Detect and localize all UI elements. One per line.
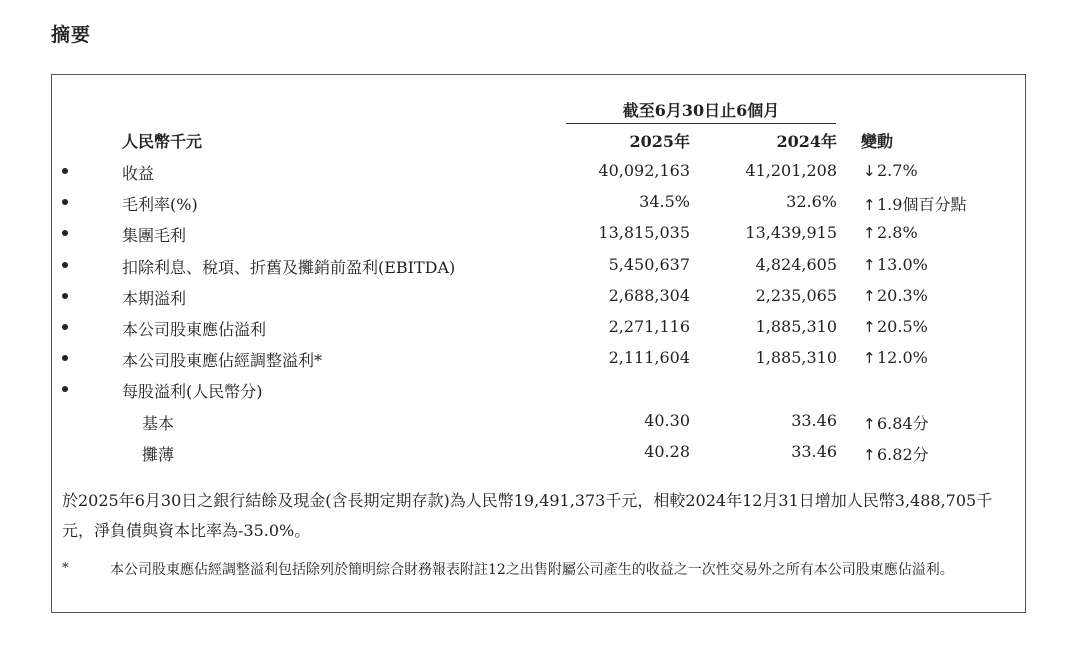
- value-2025: 2,688,304: [608, 285, 690, 305]
- arrow-up-icon: ↑: [863, 196, 876, 215]
- change-cell: [863, 192, 966, 215]
- value-2024: 1,885,310: [755, 348, 837, 368]
- arrow-down-icon: ↓: [863, 162, 876, 180]
- change-value: 6.82分: [877, 444, 929, 464]
- table-row: [0, 440, 1080, 464]
- value-2025: 2,271,116: [608, 317, 690, 336]
- change-value: 6.84分: [877, 413, 929, 433]
- change-cell: [863, 348, 928, 367]
- bullet-icon: [62, 168, 68, 174]
- unit-header: 人民幣千元: [122, 132, 203, 151]
- row-label: 本期溢利: [122, 288, 187, 308]
- section-title: 摘要: [51, 24, 92, 46]
- year-2024-header: 2024年: [776, 132, 837, 151]
- change-value: 1.9個百分點: [877, 195, 967, 215]
- table-row: [0, 315, 1080, 339]
- table-row: [0, 346, 1080, 370]
- bullet-icon: [62, 293, 68, 299]
- change-cell: [863, 255, 928, 274]
- bullet-icon: [62, 262, 68, 268]
- value-2025: 40.30: [644, 410, 690, 430]
- change-header: 變動: [861, 132, 894, 151]
- change-value: 20.5%: [877, 317, 928, 336]
- table-row: [0, 253, 1080, 277]
- row-label: 每股溢利(人民幣分): [122, 382, 263, 402]
- change-cell: [863, 286, 928, 305]
- bullet-icon: [62, 324, 68, 330]
- year-2025-header: 2025年: [629, 132, 690, 151]
- bullet-icon: [62, 199, 68, 205]
- value-2024: 4,824,605: [755, 254, 837, 274]
- table-row: [0, 159, 1080, 183]
- arrow-up-icon: ↑: [863, 224, 876, 243]
- value-2024: 32.6%: [786, 192, 837, 212]
- value-2024: 41,201,208: [745, 161, 837, 180]
- arrow-up-icon: ↑: [863, 255, 876, 274]
- row-label: 集團毛利: [122, 226, 187, 246]
- cash-balance-note: 於2025年6月30日之銀行結餘及現金(含長期定期存款)為人民幣19,491,373千元，相較2024年12月31日增加人民幣3,488,705千元，淨負債與資本比率為-35.0%。: [62, 491, 993, 540]
- table-row: [0, 190, 1080, 214]
- row-label: 基本: [142, 413, 175, 433]
- bullet-icon: [62, 386, 68, 392]
- change-value: 20.3%: [877, 285, 928, 305]
- bullet-icon: [62, 355, 68, 361]
- footnote-marker: *: [62, 561, 69, 576]
- value-2024: 33.46: [791, 441, 837, 461]
- change-value: 2.7%: [877, 161, 918, 180]
- row-label: 收益: [122, 164, 155, 183]
- change-value: 13.0%: [877, 254, 928, 274]
- value-2025: 5,450,637: [608, 254, 690, 274]
- change-cell: [863, 411, 929, 434]
- arrow-up-icon: ↑: [863, 286, 876, 305]
- table-row: [0, 377, 1080, 401]
- change-value: 2.8%: [877, 223, 918, 243]
- arrow-up-icon: ↑: [863, 414, 876, 433]
- value-2024: 13,439,915: [745, 223, 837, 243]
- period-underline: [566, 123, 836, 124]
- arrow-up-icon: ↑: [863, 318, 876, 336]
- value-2024: 1,885,310: [755, 317, 837, 336]
- change-cell: [863, 379, 877, 398]
- change-value: 12.0%: [877, 348, 928, 368]
- change-cell: [863, 317, 928, 336]
- arrow-up-icon: ↑: [863, 349, 876, 368]
- value-2025: 2,111,604: [608, 348, 690, 368]
- arrow-up-icon: ↑: [863, 445, 876, 464]
- row-label: 本公司股東應佔經調整溢利*: [122, 351, 323, 371]
- change-cell: [863, 442, 929, 465]
- row-label: 本公司股東應佔溢利: [122, 320, 267, 339]
- change-cell: [863, 161, 918, 180]
- table-row: [0, 284, 1080, 308]
- table-row: [0, 409, 1080, 433]
- period-header: 截至6月30日止6個月: [622, 101, 780, 120]
- change-cell: [863, 223, 918, 242]
- value-2024: 2,235,065: [755, 285, 837, 305]
- value-2025: 13,815,035: [598, 223, 690, 243]
- value-2025: 40.28: [644, 441, 690, 461]
- row-label: 扣除利息、稅項、折舊及攤銷前盈利(EBITDA): [122, 257, 456, 277]
- value-2025: 40,092,163: [598, 161, 690, 180]
- footnote-text: 本公司股東應佔經調整溢利包括除列於簡明綜合財務報表附註12之出售附屬公司產生的收益之一次性交易外之所有本公司股東應佔溢利。: [110, 562, 954, 578]
- value-2025: 34.5%: [639, 192, 690, 212]
- bullet-icon: [62, 230, 68, 236]
- row-label: 攤薄: [142, 444, 175, 464]
- value-2024: 33.46: [791, 410, 837, 430]
- table-row: [0, 221, 1080, 245]
- row-label: 毛利率(%): [122, 195, 198, 215]
